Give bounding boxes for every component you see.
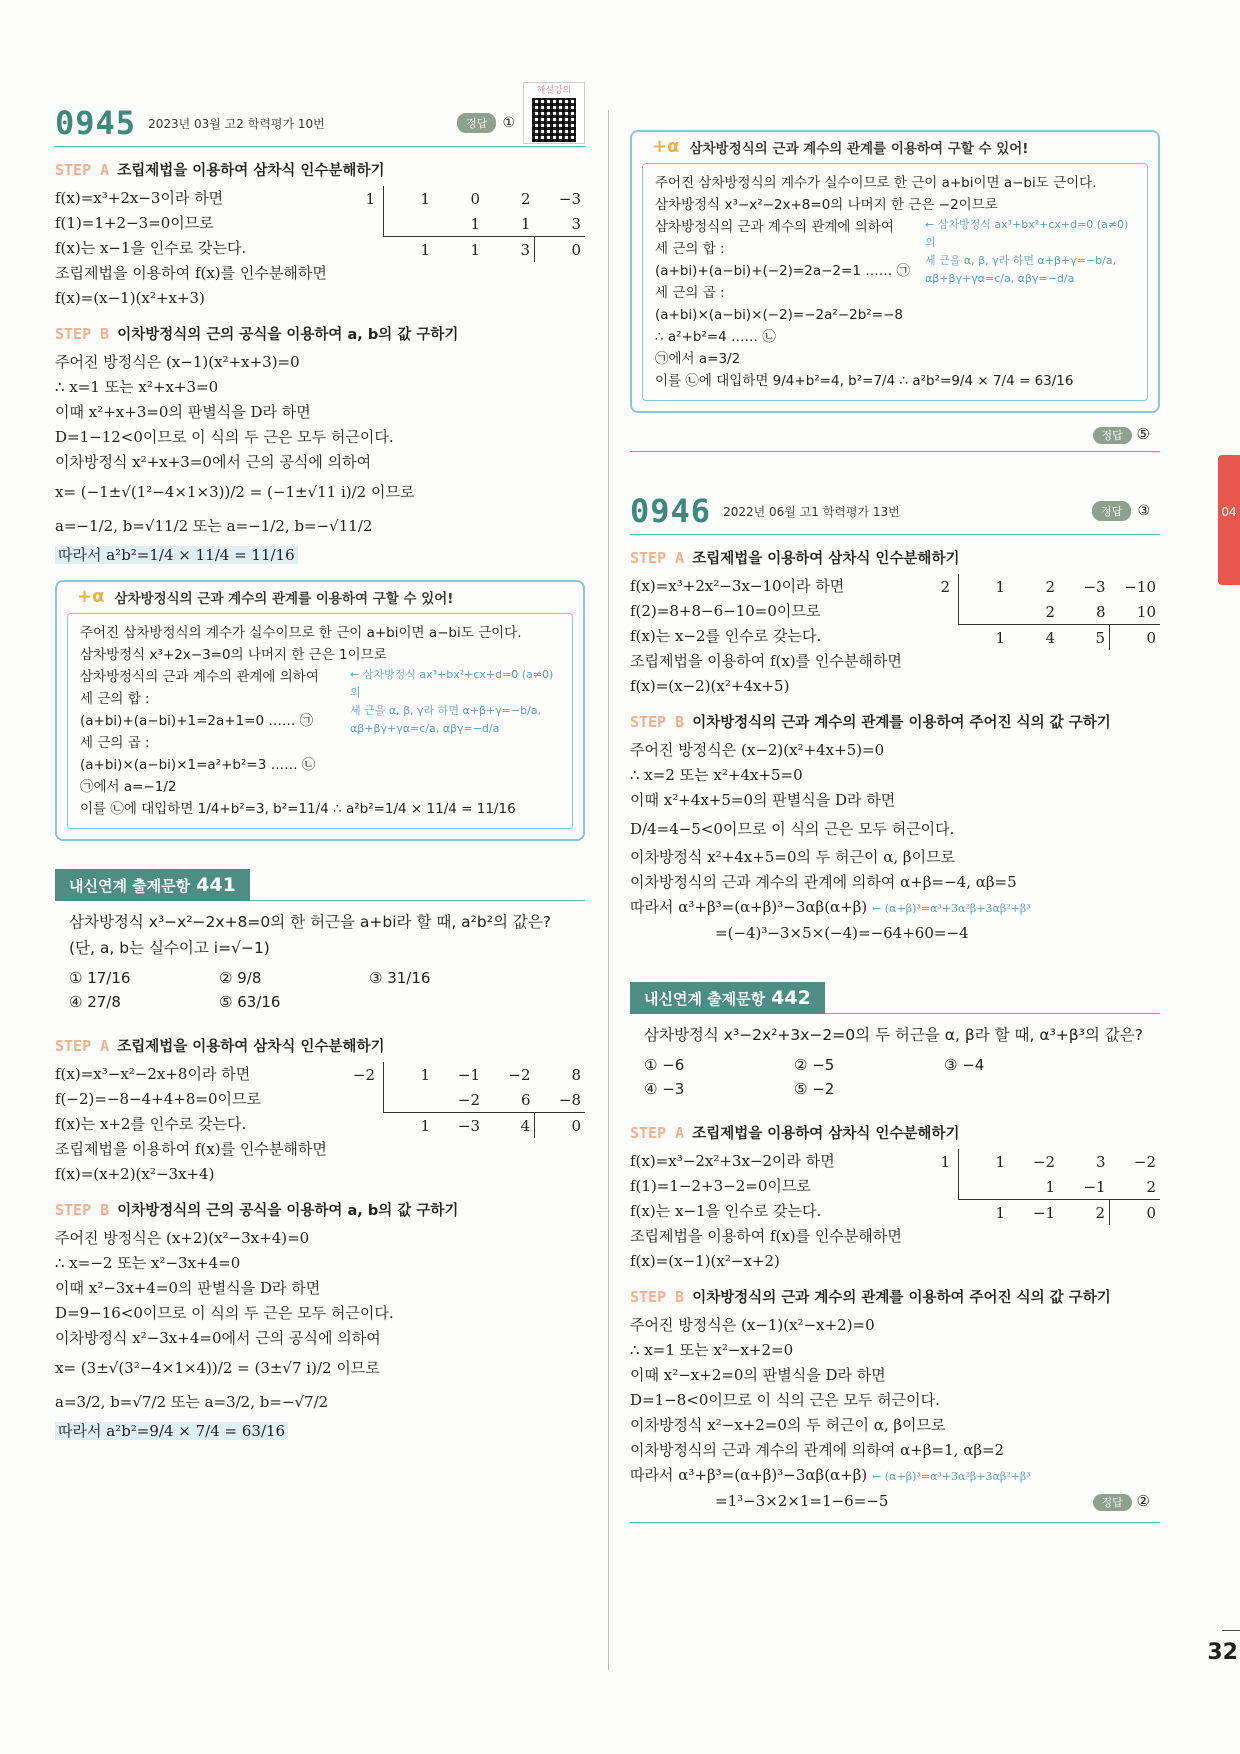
problem-source: 2022년 06월 고1 학력평가 13번 (723, 504, 900, 519)
synthetic-division-table: 2 1 2 −3 −10 2 8 10 1 4 5 0 (924, 574, 1160, 699)
section-number: 442 (771, 987, 811, 1009)
plus-alpha-header (57, 582, 583, 611)
synthetic-division-table: 1 1 −2 3 −2 1 −1 2 1 −1 2 0 (924, 1149, 1160, 1274)
answer-choices (69, 969, 571, 1011)
step-b2-header (55, 1199, 585, 1220)
solution-line: 따라서 α³+β³=(α+β)³−3αβ(α+β) ← (α+β)³=α³+3α²β+3αβ²+β³ (630, 1466, 1031, 1484)
answer-value: ② (1136, 1492, 1150, 1510)
solution-line: f(x)는 x−1을 인수로 갖는다. (630, 1202, 822, 1220)
solution-line: f(x)=(x−1)(x²−x+2) (630, 1252, 780, 1270)
section-title: 내신연계 출제문항 442 (630, 982, 825, 1014)
problem-source: 2023년 03월 고2 학력평가 10번 (148, 116, 325, 131)
side-note: ← 삼차방정식 ax³+bx²+cx+d=0 (a≠0)의 세 근을 α, β, γ라 하면 α+β+γ=−b/a, αβ+βγ+γα=c/a, αβγ=−d/a (350, 668, 554, 735)
solution-line: a=−1/2, b=√11/2 또는 a=−1/2, b=−√11/2 (55, 517, 373, 535)
solution-line: 이때 x²−3x+4=0의 판별식을 D라 하면 (55, 1279, 321, 1297)
step-tag: STEP B (55, 324, 110, 343)
solution-line: =1³−3×2×1=1−6=−5 정답 ② (630, 1489, 1160, 1514)
answer-value: ⑤ (1136, 425, 1150, 443)
highlighted-result: 따라서 a²b²=1/4 × 11/4 = 11/16 (55, 546, 298, 564)
answer-indicator (1092, 501, 1150, 521)
solution-line: ∴ x=2 또는 x²+4x+5=0 (630, 766, 803, 784)
step-tag: STEP A (630, 1123, 685, 1142)
solution-line: 주어진 방정식은 (x−1)(x²+x+3)=0 (55, 353, 300, 371)
section-number: 441 (196, 874, 236, 896)
solution-line: 이차방정식 x²+4x+5=0의 두 허근이 α, β이므로 (630, 848, 956, 866)
plus-line: ∴ a²+b²=4 …… ㉡ (655, 329, 776, 345)
plus-line: 세 근의 곱 : (80, 735, 150, 751)
plus-line: (a+bi)+(a−bi)+(−2)=2a−2=1 …… ㉠ (655, 263, 910, 279)
step-tag: STEP B (630, 712, 685, 731)
solution-line: f(x)는 x−1을 인수로 갖는다. (55, 239, 247, 257)
answer-badge: 정답 (457, 113, 496, 133)
solution-line: =(−4)³−3×5×(−4)=−64+60=−4 (715, 924, 969, 942)
choice[interactable]: ③ −4 (944, 1056, 985, 1074)
step-tag: STEP B (630, 1287, 685, 1306)
step-tag: STEP A (55, 1036, 110, 1055)
step-title: 이차방정식의 근의 공식을 이용하여 a, b의 값 구하기 (117, 327, 459, 343)
choice[interactable]: ③ 31/16 (369, 969, 431, 987)
problem-header-0946 (630, 488, 1160, 535)
plus-alpha-content (642, 163, 1148, 401)
solution-line: f(x)=x³+2x−3이라 하면 (55, 189, 224, 207)
solution-line: f(x)=(x+2)(x²−3x+4) (55, 1165, 215, 1183)
solution-line: x= (−1±√(1²−4×1×3))/2 = (−1±√11 i)/2 이므로 (55, 483, 415, 501)
step-tag: STEP A (630, 548, 685, 567)
answer-badge: 정답 (1093, 427, 1132, 444)
problem-number: 0946 (630, 492, 712, 530)
step-a2-body (630, 1149, 1160, 1274)
step-a2-header (630, 1122, 1160, 1143)
highlighted-result: 따라서 a²b²=9/4 × 7/4 = 63/16 (55, 1422, 288, 1440)
column-divider (608, 110, 609, 1670)
step-b2-header (630, 1286, 1160, 1307)
step-title: 조립제법을 이용하여 삼차식 인수분해하기 (692, 551, 960, 567)
plus-line: 세 근의 곱 : (655, 285, 725, 301)
step-tag: STEP B (55, 1200, 110, 1219)
solution-line: a=3/2, b=√7/2 또는 a=3/2, b=−√7/2 (55, 1393, 329, 1411)
plus-line: 삼차방정식의 근과 계수의 관계에 의하여 (655, 219, 894, 235)
chapter-tab: 04 (1218, 455, 1240, 585)
solution-line: D=1−12<0이므로 이 식의 두 근은 모두 허근이다. (55, 428, 394, 446)
solution-line: f(x)=x³−2x²+3x−2이라 하면 (630, 1152, 835, 1170)
plus-line: (a+bi)×(a−bi)×1=a²+b²=3 …… ㉡ (80, 757, 316, 773)
step-title: 이차방정식의 근과 계수의 관계를 이용하여 주어진 식의 값 구하기 (692, 715, 1111, 731)
solution-line: f(2)=8+8−6−10=0이므로 (630, 602, 821, 620)
solution-line: 조립제법을 이용하여 f(x)를 인수분해하면 (55, 1140, 327, 1158)
solution-line (55, 1419, 585, 1444)
qr-code[interactable] (523, 82, 585, 144)
plus-line: 세 근의 합 : (655, 241, 725, 257)
plus-line: 세 근의 합 : (80, 691, 150, 707)
solution-line: f(x)=x³+2x²−3x−10이라 하면 (630, 577, 845, 595)
plus-line: 삼차방정식의 근과 계수의 관계에 의하여 (80, 669, 319, 685)
solution-line: ∴ x=1 또는 x²−x+2=0 (630, 1341, 794, 1359)
synthetic-division-table: −2 1 −1 −2 8 −2 6 −8 1 −3 4 0 (349, 1062, 585, 1187)
choice[interactable]: ② −5 (794, 1056, 835, 1074)
solution-line: 조립제법을 이용하여 f(x)를 인수분해하면 (55, 264, 327, 282)
plus-alpha-title: 삼차방정식의 근과 계수의 관계를 이용하여 구할 수 있어! (689, 140, 1029, 157)
identity-note: ← (α+β)³=α³+3α²β+3αβ²+β³ (872, 1470, 1031, 1483)
step-b2-body (55, 1226, 585, 1444)
plus-line: 삼차방정식 x³−x²−2x+8=0의 나머지 한 근은 −2이므로 (655, 197, 998, 213)
problem-number: 0945 (55, 104, 137, 142)
solution-line: 이차방정식의 근과 계수의 관계에 의하여 α+β=1, αβ=2 (630, 1441, 1005, 1459)
solution-line: 이때 x²+4x+5=0의 판별식을 D라 하면 (630, 791, 896, 809)
step-tag: STEP A (55, 160, 110, 179)
plus-line: 주어진 삼차방정식의 계수가 실수이므로 한 근이 a+bi이면 a−bi도 근이다. (80, 625, 522, 641)
solution-line: D=1−8<0이므로 이 식의 근은 모두 허근이다. (630, 1391, 940, 1409)
step-a-header (55, 159, 585, 180)
solution-line: ∴ x=−2 또는 x²−3x+4=0 (55, 1254, 241, 1272)
step-a-header (630, 547, 1160, 568)
solution-line (55, 543, 585, 568)
step-a2-header (55, 1035, 585, 1056)
solution-line: 이때 x²−x+2=0의 판별식을 D라 하면 (630, 1366, 886, 1384)
plus-line: (a+bi)+(a−bi)+1=2a+1=0 …… ㉠ (80, 713, 314, 729)
solution-line: 따라서 α³+β³=(α+β)³−3αβ(α+β) ← (α+β)³=α³+3α²β+3αβ²+β³ (630, 898, 1031, 916)
solution-line: 이차방정식 x²−x+2=0의 두 허근이 α, β이므로 (630, 1416, 946, 1434)
answer-indicator (640, 425, 1150, 443)
section-title: 내신연계 출제문항 441 (55, 869, 250, 901)
plus-alpha-content (67, 613, 573, 829)
solution-line: 이차방정식 x²+x+3=0에서 근의 공식에 의하여 (55, 453, 372, 471)
solution-line: x= (3±√(3²−4×1×4))/2 = (3±√7 i)/2 이므로 (55, 1359, 380, 1377)
side-note: ← 삼차방정식 ax³+bx²+cx+d=0 (a≠0)의 세 근을 α, β, γ라 하면 α+β+γ=−b/a, αβ+βγ+γα=c/a, αβγ=−d/a (925, 218, 1129, 285)
answer-indicator (1093, 1489, 1151, 1515)
step-title: 이차방정식의 근과 계수의 관계를 이용하여 주어진 식의 값 구하기 (692, 1290, 1111, 1306)
solution-line: 이차방정식 x²−3x+4=0에서 근의 공식에 의하여 (55, 1329, 381, 1347)
plus-alpha-title: 삼차방정식의 근과 계수의 관계를 이용하여 구할 수 있어! (114, 590, 454, 607)
solution-line: f(x)는 x+2를 인수로 갖는다. (55, 1115, 247, 1133)
page-number: 32 (1207, 1640, 1238, 1665)
step-b-body (55, 350, 585, 568)
solution-line: ∴ x=1 또는 x²+x+3=0 (55, 378, 219, 396)
solution-line: 조립제법을 이용하여 f(x)를 인수분해하면 (630, 652, 902, 670)
plus-alpha-icon: +α (652, 136, 680, 157)
answer-badge: 정답 (1092, 501, 1131, 521)
plus-line: 주어진 삼차방정식의 계수가 실수이므로 한 근이 a+bi이면 a−bi도 근이다. (655, 175, 1097, 191)
choice[interactable]: ⑤ 63/16 (219, 993, 281, 1011)
identity-note: ← (α+β)³=α³+3α²β+3αβ²+β³ (872, 902, 1031, 915)
choice[interactable]: ① 17/16 (69, 969, 131, 987)
solution-line: f(1)=1+2−3=0이므로 (55, 214, 214, 232)
solution-line: 조립제법을 이용하여 f(x)를 인수분해하면 (630, 1227, 902, 1245)
choice[interactable]: ① −6 (644, 1056, 685, 1074)
answer-value: ① (502, 115, 515, 131)
step-a-body (630, 574, 1160, 699)
plus-line: ㉠에서 a=−1/2 (80, 779, 177, 795)
answer-choices (644, 1056, 1146, 1098)
choice[interactable]: ⑤ −2 (794, 1080, 835, 1098)
plus-alpha-box (630, 130, 1160, 413)
step-b-header (55, 323, 585, 344)
plus-line: 이를 ㉡에 대입하면 9/4+b²=4, b²=7/4 ∴ a²b²=9/4 × 7/4 = 63/16 (655, 373, 1074, 389)
problem-header-0945 (55, 86, 585, 147)
plus-line: 삼차방정식 x³+2x−3=0의 나머지 한 근은 1이므로 (80, 647, 387, 663)
step-b-body (630, 738, 1160, 946)
choice[interactable]: ④ −3 (644, 1080, 685, 1098)
plus-alpha-icon: +α (77, 586, 105, 607)
plus-alpha-header (632, 132, 1158, 161)
answer-badge: 정답 (1093, 1494, 1132, 1511)
solution-line: 이때 x²+x+3=0의 판별식을 D라 하면 (55, 403, 311, 421)
step-b2-body (630, 1313, 1160, 1523)
plus-alpha-box (55, 580, 585, 841)
question-text: 삼차방정식 x³−x²−2x+8=0의 한 허근을 a+bi라 할 때, a²b²의 값은? (단, a, b는 실수이고 i=√−1) (69, 913, 552, 957)
step-a-body (55, 186, 585, 311)
answer-value: ③ (1137, 503, 1150, 519)
step-title: 조립제법을 이용하여 삼차식 인수분해하기 (117, 1039, 385, 1055)
left-column (55, 86, 585, 1444)
step-b-header (630, 711, 1160, 732)
solution-line: f(−2)=−8−4+4+8=0이므로 (55, 1090, 261, 1108)
answer-indicator (457, 113, 515, 133)
step-title: 조립제법을 이용하여 삼차식 인수분해하기 (692, 1126, 960, 1142)
solution-line: D/4=4−5<0이므로 이 식의 근은 모두 허근이다. (630, 820, 955, 838)
solution-line: 주어진 방정식은 (x+2)(x²−3x+4)=0 (55, 1229, 310, 1247)
step-a2-body (55, 1062, 585, 1187)
plus-line: 이를 ㉡에 대입하면 1/4+b²=3, b²=11/4 ∴ a²b²=1/4 × 11/4 = 11/16 (80, 801, 516, 817)
solution-line: 주어진 방정식은 (x−2)(x²+4x+5)=0 (630, 741, 885, 759)
choice[interactable]: ② 9/8 (219, 969, 262, 987)
plus-line: (a+bi)×(a−bi)×(−2)=−2a²−2b²=−8 (655, 307, 903, 323)
solution-line: f(x)=(x−2)(x²+4x+5) (630, 677, 790, 695)
choice[interactable]: ④ 27/8 (69, 993, 121, 1011)
solution-line: f(1)=1−2+3−2=0이므로 (630, 1177, 811, 1195)
solution-line: f(x)=x³−x²−2x+8이라 하면 (55, 1065, 251, 1083)
right-column (630, 100, 1160, 1523)
plus-line: ㉠에서 a=3/2 (655, 351, 741, 367)
synthetic-division-table: 1 1 0 2 −3 1 1 3 1 1 3 0 (349, 186, 585, 311)
qr-code-icon (532, 98, 576, 142)
solution-line: 이차방정식의 근과 계수의 관계에 의하여 α+β=−4, αβ=5 (630, 873, 1017, 891)
solution-line: 주어진 방정식은 (x−1)(x²−x+2)=0 (630, 1316, 875, 1334)
solution-line: D=9−16<0이므로 이 식의 두 근은 모두 허근이다. (55, 1304, 394, 1322)
step-title: 이차방정식의 근의 공식을 이용하여 a, b의 값 구하기 (117, 1203, 459, 1219)
question-text: 삼차방정식 x³−2x²+3x−2=0의 두 허근을 α, β라 할 때, α³+β³의 값은? (644, 1026, 1143, 1044)
qr-label: 해설강의 (536, 86, 572, 96)
step-title: 조립제법을 이용하여 삼차식 인수분해하기 (117, 163, 385, 179)
solution-line: f(x)는 x−2를 인수로 갖는다. (630, 627, 822, 645)
solution-line: f(x)=(x−1)(x²+x+3) (55, 289, 205, 307)
